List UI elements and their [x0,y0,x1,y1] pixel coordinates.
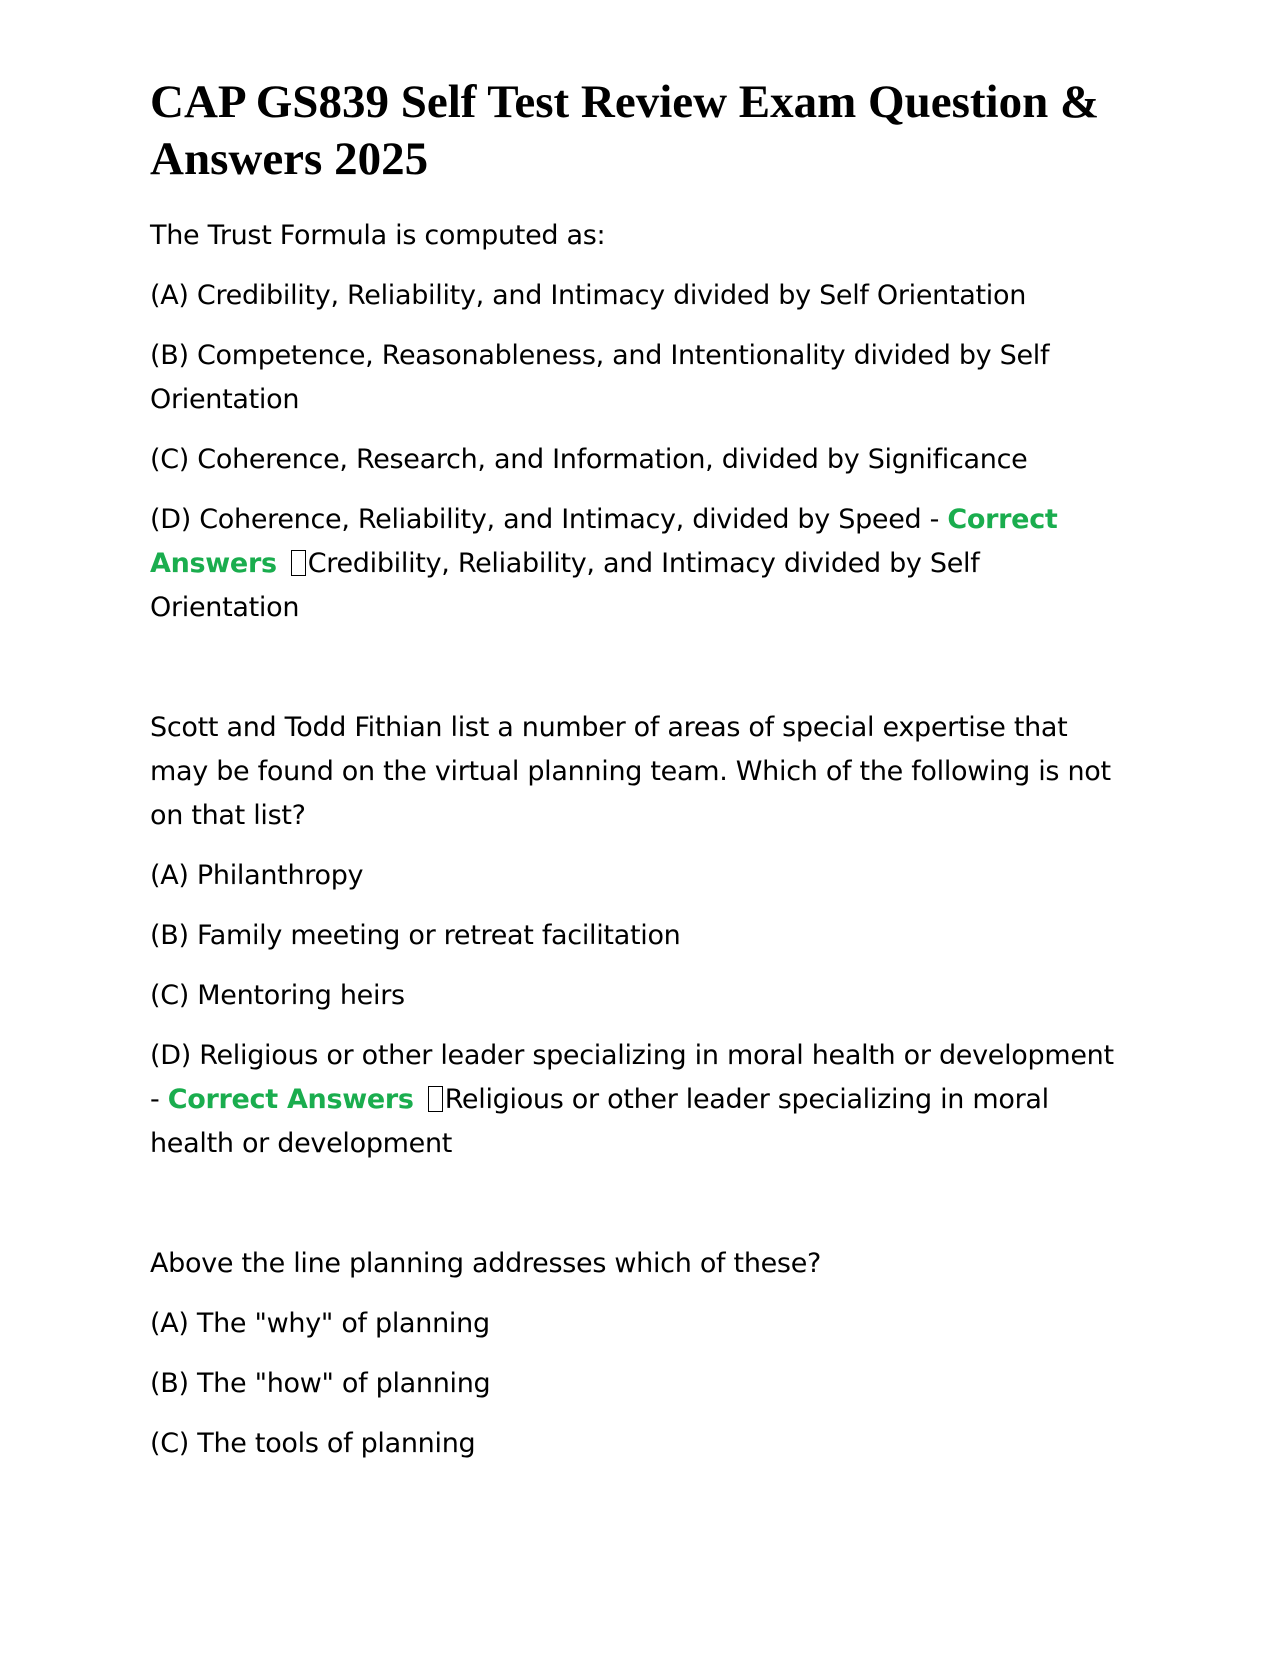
option-d: (D) Coherence, Reliability, and Intimacy, divided by Speed - [150,504,948,535]
option-a: (A) The "why" of planning [150,1308,490,1339]
answer-text: Religious or other leader specializing in moral health or development [150,1084,1049,1159]
option-b: (B) Competence, Reasonableness, and Intentionality divided by Self Orientation [150,340,1050,415]
option-c: (C) Mentoring heirs [150,980,405,1011]
option-c: (C) The tools of planning [150,1428,476,1459]
question-block-1 [150,214,1130,630]
missing-glyph-icon [291,550,306,576]
question-text: The Trust Formula is computed as: [150,220,606,251]
option-d: (D) Religious or other leader specializing in moral health or development - [150,1040,1114,1115]
document-page [150,74,1130,1482]
correct-answers-label: Correct Answers [150,504,1058,579]
document-title: CAP GS839 Self Test Review Exam Question & Answers 2025 [150,76,1100,185]
answer-text: Credibility, Reliability, and Intimacy divided by Self Orientation [150,548,980,623]
question-block-2 [150,706,1130,1166]
missing-glyph-icon [428,1086,443,1112]
correct-answers-label: Correct Answers [167,1084,414,1115]
option-a: (A) Credibility, Reliability, and Intimacy divided by Self Orientation [150,280,1027,311]
option-d-with-answer [150,1034,1130,1166]
question-text: Above the line planning addresses which of these? [150,1248,822,1279]
option-a: (A) Philanthropy [150,860,364,891]
option-b: (B) Family meeting or retreat facilitation [150,920,681,951]
option-b: (B) The "how" of planning [150,1368,491,1399]
option-d-with-answer [150,498,1130,630]
question-block-3 [150,1242,1130,1466]
question-spacer [150,1182,1130,1242]
question-text: Scott and Todd Fithian list a number of areas of special expertise that may be found on the virtual planning team. Which of the following is not on that list? [150,712,1111,831]
option-c: (C) Coherence, Research, and Information, divided by Significance [150,444,1028,475]
question-spacer [150,646,1130,706]
